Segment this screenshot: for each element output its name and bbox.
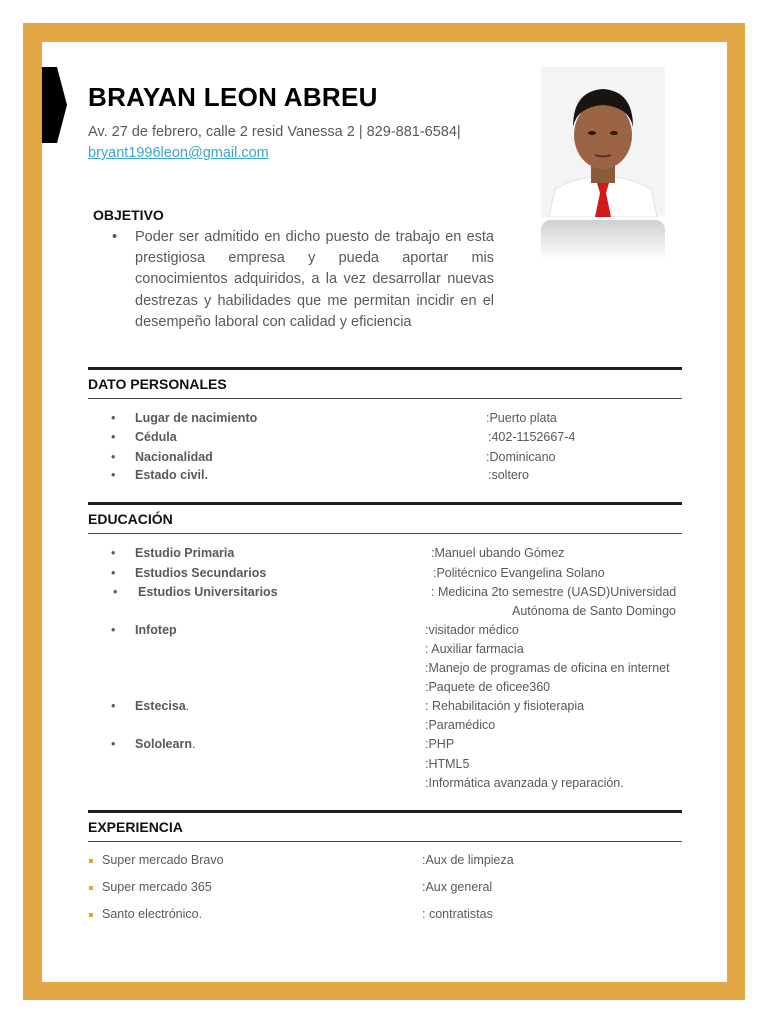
list-item-value: :Paquete de oficee360 (425, 680, 551, 694)
list-item-value: :Manuel ubando Gómez (431, 546, 565, 560)
list-item: • Infotep (111, 623, 177, 637)
experience-title: EXPERIENCIA (88, 819, 183, 835)
experience-place: Super mercado 365 (102, 880, 212, 894)
objective-list (112, 227, 494, 333)
list-item: • Estudio Primaria (111, 546, 235, 560)
square-bullet-icon (89, 913, 93, 917)
list-item-value: :Paramédico (425, 718, 496, 732)
profile-photo (541, 67, 665, 217)
list-item-value: : Rehabilitación y fisioterapia (425, 699, 585, 713)
list-item-value: :Manejo de programas de oficina en internet (425, 661, 670, 675)
list-item-value: :PHP (425, 737, 455, 751)
experience-role: : contratistas (422, 907, 493, 921)
photo-reflection (541, 220, 665, 260)
list-item-value: : Auxiliar farmacia (425, 642, 524, 656)
list-item-value: :Puerto plata (486, 411, 557, 425)
resume-page (42, 42, 727, 982)
objective-text: • Poder ser admitido en dicho puesto de trabajo en esta prestigiosa empresa y pueda aportar mis conocimientos adquiridos, a la vez desarrollar nuevas destrezas y habilidades que me permitan incidir en el desempeño laboral con calidad y eficiencia (112, 227, 494, 333)
section-rule-bottom (88, 398, 682, 399)
list-item-value: Autónoma de Santo Domingo (512, 604, 676, 618)
email-link[interactable]: bryant1996leon@gmail.com (88, 145, 269, 161)
list-item: • Estado civil. (111, 468, 208, 482)
section-rule-bottom (88, 841, 682, 842)
list-item: • Estudios Secundarios (111, 566, 267, 580)
square-bullet-icon (89, 859, 93, 863)
list-item-value: :soltero (488, 468, 529, 482)
list-item: • Sololearn. (111, 737, 196, 751)
experience-role: :Aux de limpieza (422, 853, 514, 867)
address-phone: Av. 27 de febrero, calle 2 resid Vanessa 2 | 829-881-6584| (88, 124, 461, 140)
list-item-value: :HTML5 (425, 757, 470, 771)
list-item: • Estudios Universitarios (113, 585, 278, 599)
objective-title: OBJETIVO (93, 207, 164, 223)
list-item-value: :Informática avanzada y reparación. (425, 776, 624, 790)
experience-role: :Aux general (422, 880, 493, 894)
list-item: • Nacionalidad (111, 450, 213, 464)
personal-section-header (88, 367, 682, 399)
list-item-value: :Politécnico Evangelina Solano (433, 566, 605, 580)
experience-section-header (88, 810, 682, 842)
contact-info (88, 122, 508, 164)
list-item: • Lugar de nacimiento (111, 411, 258, 425)
education-title: EDUCACIÓN (88, 511, 173, 527)
personal-title: DATO PERSONALES (88, 376, 227, 392)
education-section-header (88, 502, 682, 534)
section-rule-bottom (88, 533, 682, 534)
candidate-name: BRAYAN LEON ABREU (88, 82, 378, 112)
header-ribbon (42, 67, 67, 147)
list-item: • Cédula (111, 430, 177, 444)
list-item-value: :visitador médico (425, 623, 519, 637)
experience-place: Santo electrónico. (102, 907, 203, 921)
experience-place: Super mercado Bravo (102, 853, 224, 867)
square-bullet-icon (89, 886, 93, 890)
list-item-value: :402-1152667-4 (488, 430, 576, 444)
list-item-value: : Medicina 2to semestre (UASD)Universidad (431, 585, 677, 599)
list-item-value: :Dominicano (486, 450, 556, 464)
list-item: • Estecisa. (111, 699, 190, 713)
